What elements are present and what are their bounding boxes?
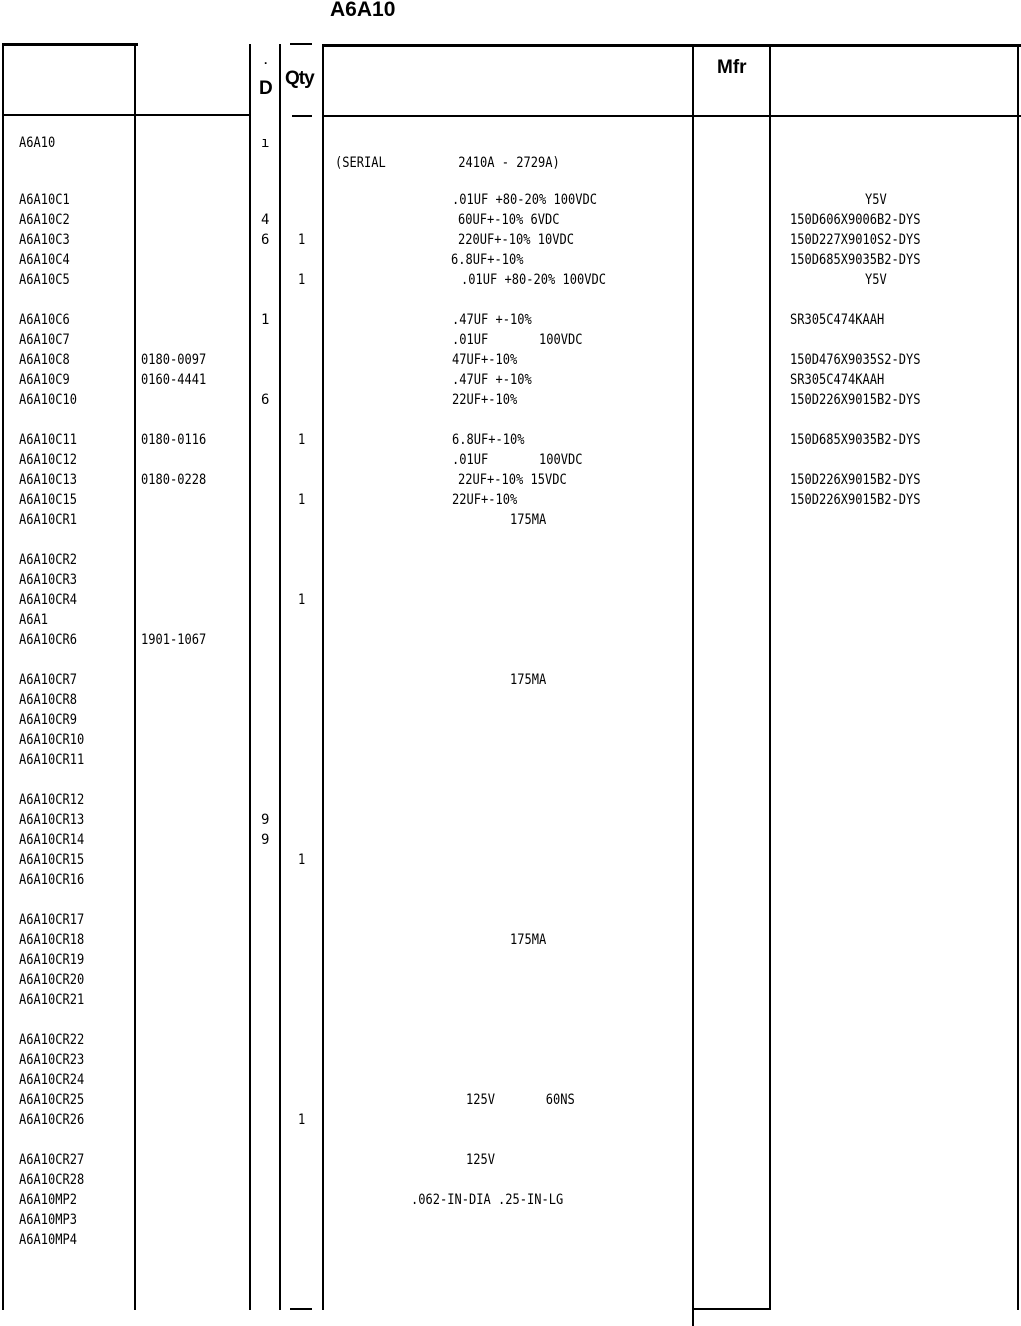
ref-designator: A6A10C6	[19, 312, 70, 328]
description: .01UF 100VDC	[452, 332, 583, 348]
description: 22UF+-10%	[452, 392, 518, 408]
ref-designator: A6A10C11	[19, 432, 77, 448]
quantity: 1	[298, 592, 306, 608]
ref-designator: A6A10C3	[19, 232, 70, 248]
description: 6.8UF+-10%	[452, 432, 525, 448]
ref-designator: A6A10C1	[19, 192, 70, 208]
ref-designator: A6A10CR24	[19, 1072, 85, 1088]
ref-designator: A6A10CR27	[19, 1152, 85, 1168]
description: 22UF+-10%	[452, 492, 518, 508]
check-digit: 6	[261, 232, 270, 248]
ref-designator: A6A10C7	[19, 332, 70, 348]
mfr-part-number: 150D685X9035B2-DYS	[790, 432, 921, 448]
description: 47UF+-10%	[452, 352, 518, 368]
mfr-part-number: 150D685X9035B2-DYS	[790, 252, 921, 268]
column-divider	[2, 43, 4, 1310]
ref-designator: A6A10C9	[19, 372, 70, 388]
quantity: 1	[298, 852, 306, 868]
description: .01UF +80-20% 100VDC	[452, 192, 597, 208]
part-number: 0180-0116	[141, 432, 207, 448]
ref-designator: A6A10CR18	[19, 932, 85, 948]
ref-designator: A6A10CR6	[19, 632, 77, 648]
header-rule	[2, 114, 250, 116]
mfr-part-number: 150D606X9006B2-DYS	[790, 212, 921, 228]
ref-designator: A6A10C2	[19, 212, 70, 228]
ref-designator: A6A10C4	[19, 252, 70, 268]
description: 175MA	[510, 512, 547, 528]
description: 175MA	[510, 932, 547, 948]
quantity: 1	[298, 432, 306, 448]
ref-designator: A6A10CR7	[19, 672, 77, 688]
column-divider	[322, 44, 324, 1310]
table-bottom-border	[694, 1308, 770, 1310]
mfr-part-number: 150D476X9035S2-DYS	[790, 352, 921, 368]
ref-designator: A6A10C15	[19, 492, 77, 508]
ref-designator: A6A10CR21	[19, 992, 85, 1008]
ref-designator: A6A10CR19	[19, 952, 85, 968]
ref-designator: A6A10CR26	[19, 1112, 85, 1128]
ref-designator: A6A10CR1	[19, 512, 77, 528]
description: .47UF +-10%	[452, 372, 532, 388]
ref-designator: A6A10CR10	[19, 732, 85, 748]
ref-designator: A6A10CR28	[19, 1172, 85, 1188]
ref-designator: A6A10CR13	[19, 812, 85, 828]
page-title: A6A10	[330, 0, 396, 21]
quantity: 1	[298, 1112, 306, 1128]
table-top-border	[323, 44, 1021, 47]
mfr-part-number: SR305C474KAAH	[790, 372, 885, 388]
ref-designator: A6A10C13	[19, 472, 77, 488]
ref-designator: A6A10CR25	[19, 1092, 85, 1108]
ref-designator: A6A10CR15	[19, 852, 85, 868]
header-tick: ·	[264, 56, 268, 70]
column-divider	[249, 44, 251, 1310]
ref-designator: A6A10C12	[19, 452, 77, 468]
description: 22UF+-10% 15VDC	[458, 472, 567, 488]
description: 125V 60NS	[466, 1092, 575, 1108]
description: 6.8UF+-10%	[451, 252, 524, 268]
part-number: 1901-1067	[141, 632, 207, 648]
mfr-part-number: Y5V	[865, 272, 887, 288]
check-digit: 4	[261, 212, 270, 228]
table-top-border	[290, 43, 312, 45]
check-digit: ı	[261, 135, 270, 151]
description: 60UF+-10% 6VDC	[458, 212, 560, 228]
description: .01UF +80-20% 100VDC	[461, 272, 606, 288]
ref-designator: A6A10CR11	[19, 752, 85, 768]
ref-designator: A6A10CR23	[19, 1052, 85, 1068]
description: 220UF+-10% 10VDC	[458, 232, 574, 248]
description: .47UF +-10%	[452, 312, 532, 328]
ref-designator: A6A10C5	[19, 272, 70, 288]
ref-designator: A6A10CR2	[19, 552, 77, 568]
check-digit: 9	[261, 832, 270, 848]
header-rule	[323, 115, 1021, 117]
header-rule	[292, 115, 312, 117]
column-divider	[769, 44, 771, 1310]
quantity: 1	[298, 492, 306, 508]
ref-designator: A6A10CR20	[19, 972, 85, 988]
ref-designator: A6A10CR8	[19, 692, 77, 708]
header-mfr: Mfr	[717, 57, 747, 78]
ref-designator: A6A10CR16	[19, 872, 85, 888]
quantity: 1	[298, 232, 306, 248]
mfr-part-number: Y5V	[865, 192, 887, 208]
check-digit: 1	[261, 312, 270, 328]
part-number: 0160-4441	[141, 372, 207, 388]
ref-designator: A6A10	[19, 135, 56, 151]
part-number: 0180-0228	[141, 472, 207, 488]
description: 125V	[466, 1152, 495, 1168]
mfr-part-number: 150D226X9015B2-DYS	[790, 392, 921, 408]
ref-designator: A6A10MP4	[19, 1232, 77, 1248]
description: 175MA	[510, 672, 547, 688]
description: (SERIAL 2410A - 2729A)	[335, 155, 560, 171]
ref-designator: A6A1	[19, 612, 48, 628]
ref-designator: A6A10MP2	[19, 1192, 77, 1208]
mfr-part-number: 150D226X9015B2-DYS	[790, 492, 921, 508]
ref-designator: A6A10CR17	[19, 912, 85, 928]
quantity: 1	[298, 272, 306, 288]
description: .01UF 100VDC	[452, 452, 583, 468]
column-divider	[279, 44, 281, 1310]
mfr-part-number: 150D227X9010S2-DYS	[790, 232, 921, 248]
table-bottom-border	[290, 1308, 312, 1310]
description: .062-IN-DIA .25-IN-LG	[411, 1192, 564, 1208]
mfr-part-number: 150D226X9015B2-DYS	[790, 472, 921, 488]
header-qty: Qty	[285, 68, 314, 89]
header-d: D	[259, 78, 273, 99]
ref-designator: A6A10C8	[19, 352, 70, 368]
column-divider	[1017, 44, 1019, 1310]
ref-designator: A6A10CR9	[19, 712, 77, 728]
column-divider	[692, 44, 694, 1326]
mfr-part-number: SR305C474KAAH	[790, 312, 885, 328]
check-digit: 6	[261, 392, 270, 408]
check-digit: 9	[261, 812, 270, 828]
ref-designator: A6A10C10	[19, 392, 77, 408]
table-top-border	[2, 43, 138, 46]
ref-designator: A6A10CR3	[19, 572, 77, 588]
ref-designator: A6A10CR22	[19, 1032, 85, 1048]
ref-designator: A6A10CR12	[19, 792, 85, 808]
column-divider	[134, 43, 136, 1310]
ref-designator: A6A10MP3	[19, 1212, 77, 1228]
ref-designator: A6A10CR4	[19, 592, 77, 608]
part-number: 0180-0097	[141, 352, 207, 368]
ref-designator: A6A10CR14	[19, 832, 85, 848]
